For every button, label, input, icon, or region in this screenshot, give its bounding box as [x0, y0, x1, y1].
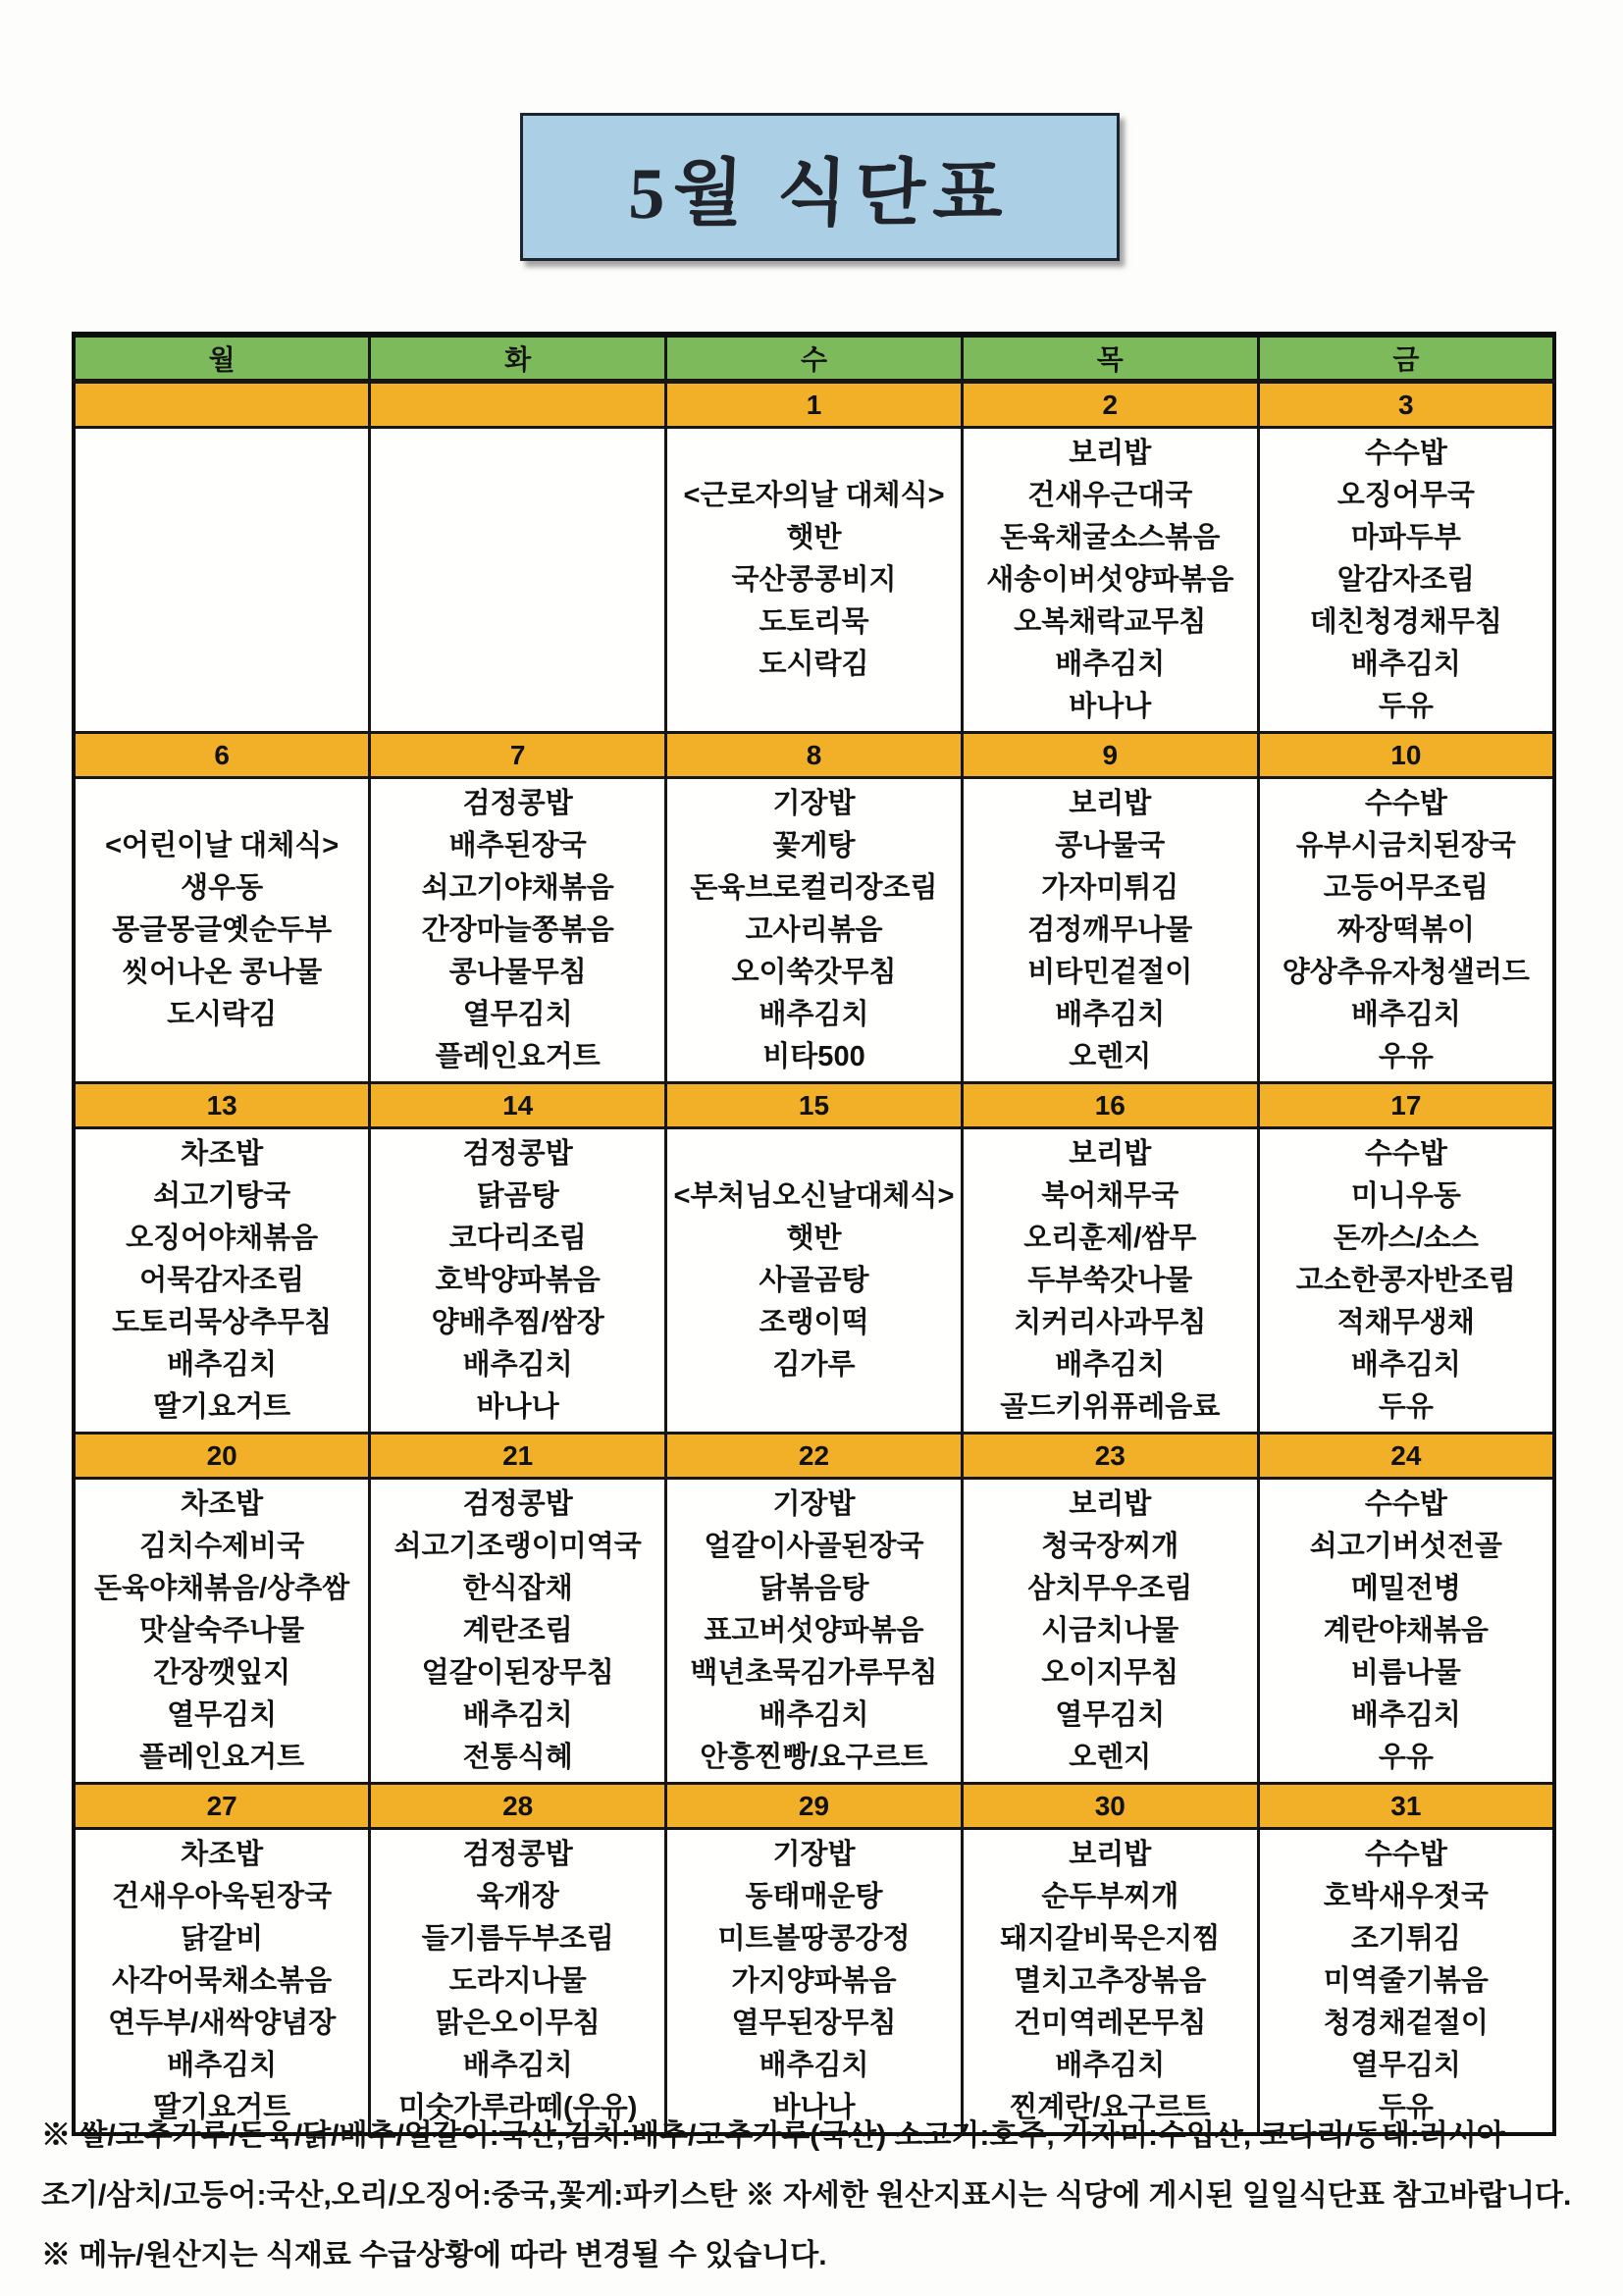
menu-item: 국산콩콩비지	[731, 563, 897, 596]
footnote-line: ※ 메뉴/원산지는 식재료 수급상황에 따라 변경될 수 있습니다.	[41, 2239, 827, 2271]
menu-item: 차조밥	[181, 1838, 264, 1870]
menu-item: 열무김치	[1055, 1698, 1166, 1731]
menu-item: 꽃게탕	[772, 829, 856, 861]
date-cell: 13	[74, 1083, 370, 1128]
menu-cell	[666, 1128, 963, 1434]
menu-item: 배추김치	[1055, 998, 1166, 1030]
calendar-body	[74, 382, 1554, 2135]
meal-calendar-table	[72, 332, 1556, 2136]
menu-row	[74, 1128, 1554, 1434]
menu-item: 바나나	[476, 1390, 559, 1423]
menu-item: 차조밥	[181, 1487, 264, 1520]
menu-item: 배추김치	[1350, 1698, 1461, 1731]
menu-cell	[666, 778, 963, 1083]
menu-item: <어린이날 대체식>	[105, 829, 340, 861]
date-cell: 16	[962, 1083, 1258, 1128]
menu-cell	[962, 1829, 1258, 2135]
menu-cell	[1258, 1829, 1554, 2135]
menu-row	[74, 778, 1554, 1083]
menu-item: 새송이버섯양파볶음	[986, 563, 1234, 596]
menu-item: 수수밥	[1364, 1487, 1447, 1520]
menu-cell	[1258, 1479, 1554, 1784]
menu-item: 간장깻잎지	[153, 1656, 291, 1689]
menu-item: 쇠고기조랭이미역국	[393, 1530, 642, 1562]
menu-cell	[666, 428, 963, 733]
menu-item: 들기름두부조림	[421, 1922, 614, 1955]
menu-cell	[370, 428, 666, 733]
menu-item: 찐계란/요구르트	[1010, 2091, 1211, 2123]
menu-item: 돈육채굴소스볶음	[1000, 521, 1221, 553]
menu-item: 고사리볶음	[745, 913, 883, 946]
menu-item: 배추김치	[1055, 1348, 1166, 1381]
menu-item: 얼갈이된장무침	[421, 1656, 614, 1689]
weekday-header: 화	[370, 335, 666, 382]
menu-item: 김가루	[772, 1348, 856, 1381]
date-cell: 21	[370, 1434, 666, 1479]
menu-cell	[74, 1829, 370, 2135]
menu-item: 오복채락교무침	[1014, 605, 1207, 638]
menu-item: 김치수제비국	[139, 1530, 305, 1562]
menu-item: 딸기요거트	[153, 1390, 291, 1423]
menu-item: 오리훈제/쌈무	[1023, 1222, 1197, 1254]
menu-item: 도토리묵상추무침	[112, 1306, 333, 1338]
menu-item: 배추김치	[1350, 1348, 1461, 1381]
weekday-header-row	[74, 335, 1554, 382]
menu-cell	[370, 778, 666, 1083]
menu-item: 호박새우젓국	[1323, 1880, 1489, 1912]
menu-item: 짜장떡볶이	[1336, 913, 1475, 946]
menu-item: 미역줄기볶음	[1323, 1964, 1489, 1997]
menu-item: 기장밥	[772, 1838, 856, 1870]
menu-cell	[962, 1479, 1258, 1784]
menu-item: 마파두부	[1350, 521, 1461, 553]
menu-item: 돼지갈비묵은지찜	[1000, 1922, 1221, 1955]
menu-item: 삼치무우조림	[1027, 1572, 1193, 1604]
date-row	[74, 733, 1554, 778]
date-cell: 3	[1258, 382, 1554, 428]
page-title: 5월 식단표	[627, 153, 1013, 235]
menu-item: 배추김치	[759, 1698, 869, 1731]
date-cell: 17	[1258, 1083, 1554, 1128]
menu-item: 사골곰탕	[759, 1264, 869, 1296]
date-cell: 27	[74, 1784, 370, 1829]
menu-row	[74, 1829, 1554, 2135]
menu-item: 육개장	[476, 1880, 559, 1912]
menu-item: 골드키위퓨레음료	[1000, 1390, 1221, 1423]
menu-item: 콩나물무침	[448, 956, 587, 988]
menu-item: 시금치나물	[1041, 1614, 1179, 1646]
menu-item: 오징어야채볶음	[126, 1222, 319, 1254]
menu-item: 보리밥	[1069, 787, 1152, 819]
date-cell: 7	[370, 733, 666, 778]
menu-item: 차조밥	[181, 1137, 264, 1170]
menu-item: 오렌지	[1069, 1040, 1152, 1072]
menu-item: 도토리묵	[759, 605, 869, 638]
menu-item: 오징어무국	[1336, 479, 1475, 511]
menu-item: 가자미튀김	[1041, 871, 1179, 904]
menu-cell	[370, 1128, 666, 1434]
menu-item: 우유	[1378, 1040, 1434, 1072]
menu-cell	[962, 428, 1258, 733]
menu-item: 돈육브로컬리장조림	[690, 871, 938, 904]
menu-item: 바나나	[772, 2091, 856, 2123]
menu-item: 고소한콩자반조림	[1295, 1264, 1516, 1296]
menu-cell	[370, 1479, 666, 1784]
menu-item: 조기튀김	[1350, 1922, 1461, 1955]
menu-item: 배추김치	[1055, 648, 1166, 680]
menu-item: 청국장찌개	[1041, 1530, 1179, 1562]
menu-item: 간장마늘쫑볶음	[421, 913, 614, 946]
menu-item: 미트볼땅콩강정	[717, 1922, 911, 1955]
menu-row	[74, 428, 1554, 733]
footnotes	[41, 2106, 1599, 2285]
menu-item: 두유	[1378, 2091, 1434, 2123]
date-cell: 20	[74, 1434, 370, 1479]
menu-item: 배추김치	[167, 2049, 278, 2081]
menu-row	[74, 1479, 1554, 1784]
weekday-header: 월	[74, 335, 370, 382]
menu-cell	[1258, 1128, 1554, 1434]
menu-cell	[74, 778, 370, 1083]
menu-item: 딸기요거트	[153, 2091, 291, 2123]
menu-item: 두부쑥갓나물	[1027, 1264, 1193, 1296]
title-box	[520, 113, 1120, 261]
menu-item: 수수밥	[1364, 1137, 1447, 1170]
menu-item: 열무김치	[1350, 2049, 1461, 2081]
date-row	[74, 382, 1554, 428]
menu-item: 쇠고기야채볶음	[421, 871, 614, 904]
menu-item: 햇반	[786, 1222, 842, 1254]
menu-item: 배추김치	[462, 2049, 573, 2081]
menu-item: 얼갈이사골된장국	[704, 1530, 924, 1562]
menu-item: 건새우근대국	[1027, 479, 1193, 511]
menu-item: 검정콩밥	[462, 1838, 573, 1870]
menu-item: 백년초묵김가루무침	[690, 1656, 938, 1689]
menu-cell	[1258, 778, 1554, 1083]
menu-item: 햇반	[786, 521, 842, 553]
menu-cell	[370, 1829, 666, 2135]
menu-item: 배추김치	[462, 1698, 573, 1731]
menu-item: 보리밥	[1069, 1838, 1152, 1870]
menu-item: 전통식혜	[462, 1741, 573, 1773]
menu-item: 고등어무조림	[1323, 871, 1489, 904]
menu-item: 미니우동	[1350, 1179, 1461, 1212]
footnote-line: 조기/삼치/고등어:국산,오리/오징어:중국,꽃게:파키스탄 ※ 자세한 원산지표시는 식당에 게시된 일일식단표 참고바랍니다.	[41, 2179, 1572, 2212]
menu-item: 도시락김	[759, 648, 869, 680]
menu-item: 플레인요거트	[139, 1741, 305, 1773]
menu-item: 조랭이떡	[759, 1306, 869, 1338]
menu-item: 검정콩밥	[462, 1137, 573, 1170]
menu-item: 돈까스/소스	[1333, 1222, 1479, 1254]
menu-item: 배추김치	[1055, 2049, 1166, 2081]
menu-item: 기장밥	[772, 787, 856, 819]
menu-item: 배추김치	[1350, 648, 1461, 680]
menu-item: 계란야채볶음	[1323, 1614, 1489, 1646]
menu-item: 양상추유자청샐러드	[1282, 956, 1530, 988]
date-cell: 29	[666, 1784, 963, 1829]
date-cell: 24	[1258, 1434, 1554, 1479]
menu-item: 메밀전병	[1350, 1572, 1461, 1604]
weekday-header: 금	[1258, 335, 1554, 382]
date-cell: 14	[370, 1083, 666, 1128]
menu-item: 보리밥	[1069, 437, 1152, 469]
menu-item: 플레인요거트	[435, 1040, 601, 1072]
menu-item: 맛살숙주나물	[139, 1614, 305, 1646]
menu-item: 콩나물국	[1055, 829, 1166, 861]
menu-cell	[666, 1829, 963, 2135]
date-cell: 10	[1258, 733, 1554, 778]
menu-item: 보리밥	[1069, 1487, 1152, 1520]
menu-item: 배추김치	[462, 1348, 573, 1381]
menu-item: 수수밥	[1364, 1838, 1447, 1870]
menu-cell	[962, 1128, 1258, 1434]
date-cell: 1	[666, 382, 963, 428]
menu-item: 어묵감자조림	[139, 1264, 305, 1296]
date-cell: 30	[962, 1784, 1258, 1829]
menu-item: 배추김치	[1350, 998, 1461, 1030]
date-cell: 28	[370, 1784, 666, 1829]
weekday-header: 수	[666, 335, 963, 382]
menu-item: <근로자의날 대체식>	[683, 479, 945, 511]
menu-item: 미숫가루라떼(우유)	[397, 2091, 638, 2123]
menu-item: 배추된장국	[448, 829, 587, 861]
menu-item: 쇠고기버섯전골	[1309, 1530, 1502, 1562]
menu-item: 도시락김	[167, 998, 278, 1030]
menu-item: 사각어묵채소볶음	[112, 1964, 333, 1997]
menu-item: 표고버섯양파볶음	[704, 1614, 924, 1646]
menu-item: 순두부찌개	[1041, 1880, 1179, 1912]
date-cell: 2	[962, 382, 1258, 428]
menu-item: 바나나	[1069, 690, 1152, 722]
menu-item: 도라지나물	[448, 1964, 587, 1997]
date-cell	[370, 382, 666, 428]
menu-item: 수수밥	[1364, 787, 1447, 819]
menu-item: 열무김치	[167, 1698, 278, 1731]
date-cell: 8	[666, 733, 963, 778]
menu-item: 적채무생채	[1336, 1306, 1475, 1338]
menu-item: 두유	[1378, 1390, 1434, 1423]
menu-item: 호박양파볶음	[435, 1264, 601, 1296]
date-cell: 15	[666, 1083, 963, 1128]
menu-item: 배추김치	[167, 1348, 278, 1381]
menu-item: 수수밥	[1364, 437, 1447, 469]
menu-item: 알감자조림	[1336, 563, 1475, 596]
date-cell: 22	[666, 1434, 963, 1479]
menu-item: 북어채무국	[1041, 1179, 1179, 1212]
menu-cell	[962, 778, 1258, 1083]
date-row	[74, 1083, 1554, 1128]
date-row	[74, 1434, 1554, 1479]
menu-item: 열무된장무침	[731, 2007, 897, 2039]
menu-item: 맑은오이무침	[435, 2007, 601, 2039]
menu-item: 열무김치	[462, 998, 573, 1030]
menu-cell	[74, 428, 370, 733]
menu-item: 보리밥	[1069, 1137, 1152, 1170]
menu-item: 유부시금치된장국	[1295, 829, 1516, 861]
menu-item: 비타500	[762, 1040, 865, 1072]
menu-cell	[666, 1479, 963, 1784]
menu-item: 배추김치	[759, 2049, 869, 2081]
menu-item: 닭볶음탕	[759, 1572, 869, 1604]
menu-item: 닭갈비	[181, 1922, 264, 1955]
menu-item: 건새우아욱된장국	[112, 1880, 333, 1912]
menu-item: 오이쑥갓무침	[731, 956, 897, 988]
menu-item: 건미역레몬무침	[1014, 2007, 1207, 2039]
menu-item: 검정깨무나물	[1027, 913, 1193, 946]
menu-item: 닭곰탕	[476, 1179, 559, 1212]
menu-item: 치커리사과무침	[1014, 1306, 1207, 1338]
menu-item: 검정콩밥	[462, 1487, 573, 1520]
menu-item: 쇠고기탕국	[153, 1179, 291, 1212]
date-cell: 31	[1258, 1784, 1554, 1829]
menu-item: 데친청경채무침	[1309, 605, 1502, 638]
menu-item: 비름나물	[1350, 1656, 1461, 1689]
menu-item: <부처님오신날대체식>	[673, 1179, 955, 1212]
menu-item: 한식잡채	[462, 1572, 573, 1604]
menu-item: 몽글몽글옛순두부	[112, 913, 333, 946]
footnote-line: ※ 쌀/고추가루/돈육/닭/배추/얼갈이:국산,김치:배추/고추가루(국산) 소고기:호주, 가자미:수입산, 코다리/동태:러시아	[41, 2119, 1505, 2152]
menu-item: 양배추찜/쌈장	[431, 1306, 604, 1338]
menu-item: 연두부/새싹양념장	[108, 2007, 337, 2039]
menu-item: 배추김치	[759, 998, 869, 1030]
date-cell: 9	[962, 733, 1258, 778]
menu-item: 비타민겉절이	[1027, 956, 1193, 988]
date-cell: 23	[962, 1434, 1258, 1479]
menu-item: 청경채겉절이	[1323, 2007, 1489, 2039]
weekday-header: 목	[962, 335, 1258, 382]
date-cell: 6	[74, 733, 370, 778]
menu-item: 기장밥	[772, 1487, 856, 1520]
date-cell	[74, 382, 370, 428]
menu-item: 두유	[1378, 690, 1434, 722]
menu-item: 계란조림	[462, 1614, 573, 1646]
menu-item: 오렌지	[1069, 1741, 1152, 1773]
menu-item: 동태매운탕	[745, 1880, 883, 1912]
menu-item: 돈육야채볶음/상추쌈	[94, 1572, 350, 1604]
menu-item: 검정콩밥	[462, 787, 573, 819]
menu-item: 우유	[1378, 1741, 1434, 1773]
menu-item: 오이지무침	[1041, 1656, 1179, 1689]
date-row	[74, 1784, 1554, 1829]
menu-item: 가지양파볶음	[731, 1964, 897, 1997]
menu-item: 코다리조림	[448, 1222, 587, 1254]
menu-item: 생우동	[181, 871, 264, 904]
menu-cell	[74, 1479, 370, 1784]
menu-item: 씻어나온 콩나물	[122, 956, 323, 988]
menu-item: 멸치고추장볶음	[1014, 1964, 1207, 1997]
menu-cell	[74, 1128, 370, 1434]
menu-item: 안흥찐빵/요구르트	[700, 1741, 928, 1773]
menu-cell	[1258, 428, 1554, 733]
